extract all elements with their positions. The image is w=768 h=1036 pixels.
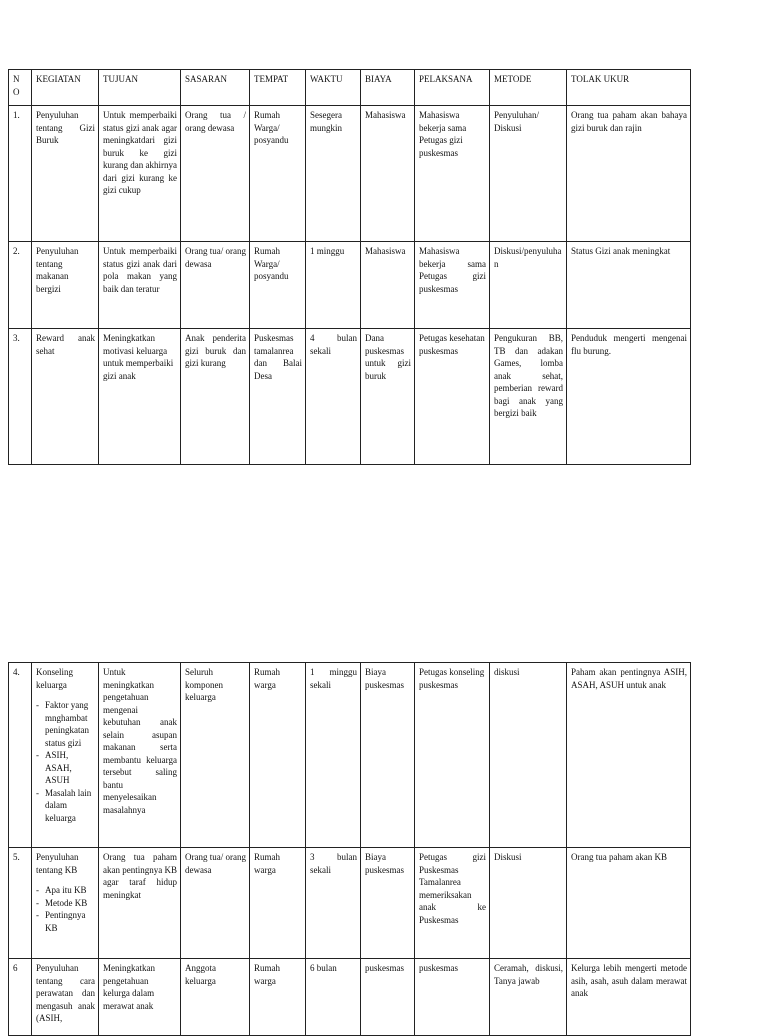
cell-tempat: Rumah Warga/ posyandu: [250, 106, 306, 242]
cell-kegiatan: Penyuluhan tentang makanan bergizi: [32, 242, 99, 329]
cell-tujuan: Meningkatkan pengetahuan kelurga dalam merawat anak: [99, 959, 181, 1036]
cell-tempat: Rumah warga: [250, 959, 306, 1036]
table-row: [9, 242, 691, 329]
cell-pelaksana: puskesmas: [415, 959, 490, 1036]
cell-kegiatan: Penyuluhan tentang cara perawatan dan mengasuh anak (ASIH,: [32, 959, 99, 1036]
table-row: [9, 663, 691, 848]
cell-tempat: Rumah warga: [250, 848, 306, 959]
cell-tempat: Puskesmas tamalanrea dan Balai Desa: [250, 329, 306, 465]
cell-metode: Diskusi: [490, 848, 567, 959]
cell-waktu: 6 bulan: [306, 959, 361, 1036]
cell-biaya: Biaya puskesmas: [361, 848, 415, 959]
header-tujuan: TUJUAN: [99, 70, 181, 106]
cell-no: 1.: [9, 106, 32, 242]
header-metode: METODE: [490, 70, 567, 106]
cell-pelaksana: Petugas kesehatan puskesmas: [415, 329, 490, 465]
cell-no: 4.: [9, 663, 32, 848]
cell-tujuan: Untuk meningkatkan pengetahuan mengenai kebutuhan anak selain asupan makanan serta membantu keluarga tersebut saling bantu menyelesaikan masalahnya: [99, 663, 181, 848]
header-tempat: TEMPAT: [250, 70, 306, 106]
cell-tempat: Rumah Warga/ posyandu: [250, 242, 306, 329]
kegiatan-title: Penyuluhan tentang KB: [36, 852, 79, 875]
program-table-page-1: [8, 69, 691, 465]
kegiatan-sublist: [36, 699, 95, 824]
cell-metode: diskusi: [490, 663, 567, 848]
cell-waktu: Sesegera mungkin: [306, 106, 361, 242]
cell-sasaran: Orang tua/ orang dewasa: [181, 848, 250, 959]
cell-sasaran: Orang tua/ orang dewasa: [181, 242, 250, 329]
table-row: [9, 329, 691, 465]
cell-pelaksana: Petugas konseling puskesmas: [415, 663, 490, 848]
header-pelaksana: PELAKSANA: [415, 70, 490, 106]
kegiatan-sublist: [36, 884, 95, 934]
header-tolak-ukur: TOLAK UKUR: [567, 70, 691, 106]
cell-tujuan: Orang tua paham akan pentingnya KB agar taraf hidup meningkat: [99, 848, 181, 959]
cell-tolak-ukur: Paham akan pentingnya ASIH, ASAH, ASUH untuk anak: [567, 663, 691, 848]
list-item: - Pentingnya KB: [36, 909, 95, 934]
cell-sasaran: Anak penderita gizi buruk dan gizi kurang: [181, 329, 250, 465]
header-biaya: BIAYA: [361, 70, 415, 106]
header-sasaran: SASARAN: [181, 70, 250, 106]
cell-metode: Penyuluhan/ Diskusi: [490, 106, 567, 242]
cell-tolak-ukur: Kelurga lebih mengerti metode asih, asah, asuh dalam merawat anak: [567, 959, 691, 1036]
cell-waktu: 1 minggu sekali: [306, 663, 361, 848]
list-item: - ASIH, ASAH, ASUH: [36, 749, 95, 787]
cell-kegiatan: Reward anak sehat: [32, 329, 99, 465]
header-kegiatan: KEGIATAN: [32, 70, 99, 106]
cell-waktu: 1 minggu: [306, 242, 361, 329]
list-item: - Metode KB: [36, 897, 95, 910]
cell-pelaksana: Mahasiswa bekerja sama Petugas gizi puskesmas: [415, 242, 490, 329]
cell-biaya: Mahasiswa: [361, 242, 415, 329]
header-waktu: WAKTU: [306, 70, 361, 106]
cell-sasaran: Anggota keluarga: [181, 959, 250, 1036]
cell-no: 3.: [9, 329, 32, 465]
cell-tolak-ukur: Orang tua paham akan KB: [567, 848, 691, 959]
cell-tolak-ukur: Penduduk mengerti mengenai flu burung.: [567, 329, 691, 465]
cell-metode: Pengukuran BB, TB dan adakan Games, lomba anak sehat, pemberian reward bagi anak yang bergizi baik: [490, 329, 567, 465]
cell-sasaran: Seluruh komponen keluarga: [181, 663, 250, 848]
cell-tempat: Rumah warga: [250, 663, 306, 848]
cell-tujuan: Untuk memperbaiki status gizi anak agar meningkatdari gizi buruk ke gizi kurang dan akhirnya dari gizi kurang ke gizi cukup: [99, 106, 181, 242]
program-table-page-2: [8, 662, 691, 1036]
cell-no: 2.: [9, 242, 32, 329]
kegiatan-title: Konseling keluarga: [36, 667, 73, 690]
table-header-row: [9, 70, 691, 106]
header-no: N O: [9, 70, 32, 106]
cell-tolak-ukur: Orang tua paham akan bahaya gizi buruk dan rajin: [567, 106, 691, 242]
cell-no: 5.: [9, 848, 32, 959]
cell-kegiatan: [32, 848, 99, 959]
cell-tujuan: Meningkatkan motivasi keluarga untuk memperbaiki gizi anak: [99, 329, 181, 465]
list-item: - Masalah lain dalam keluarga: [36, 787, 95, 825]
cell-pelaksana: Mahasiswa bekerja sama Petugas gizi puskesmas: [415, 106, 490, 242]
list-item: - Apa itu KB: [36, 884, 95, 897]
list-item: - Faktor yang mnghambat peningkatan status gizi: [36, 699, 95, 749]
cell-biaya: Dana puskesmas untuk gizi buruk: [361, 329, 415, 465]
cell-sasaran: Orang tua / orang dewasa: [181, 106, 250, 242]
cell-biaya: Mahasiswa: [361, 106, 415, 242]
cell-waktu: 4 bulan sekali: [306, 329, 361, 465]
cell-biaya: Biaya puskesmas: [361, 663, 415, 848]
cell-tolak-ukur: Status Gizi anak meningkat: [567, 242, 691, 329]
cell-metode: Diskusi/penyuluhan: [490, 242, 567, 329]
cell-biaya: puskesmas: [361, 959, 415, 1036]
cell-waktu: 3 bulan sekali: [306, 848, 361, 959]
cell-no: 6: [9, 959, 32, 1036]
cell-kegiatan: Penyuluhan tentang Gizi Buruk: [32, 106, 99, 242]
table-row: [9, 848, 691, 959]
cell-tujuan: Untuk memperbaiki status gizi anak dari pola makan yang baik dan teratur: [99, 242, 181, 329]
cell-metode: Ceramah, diskusi, Tanya jawab: [490, 959, 567, 1036]
cell-kegiatan: [32, 663, 99, 848]
table-row: [9, 106, 691, 242]
cell-pelaksana: Petugas gizi Puskesmas Tamalanrea memeriksakan anak ke Puskesmas: [415, 848, 490, 959]
